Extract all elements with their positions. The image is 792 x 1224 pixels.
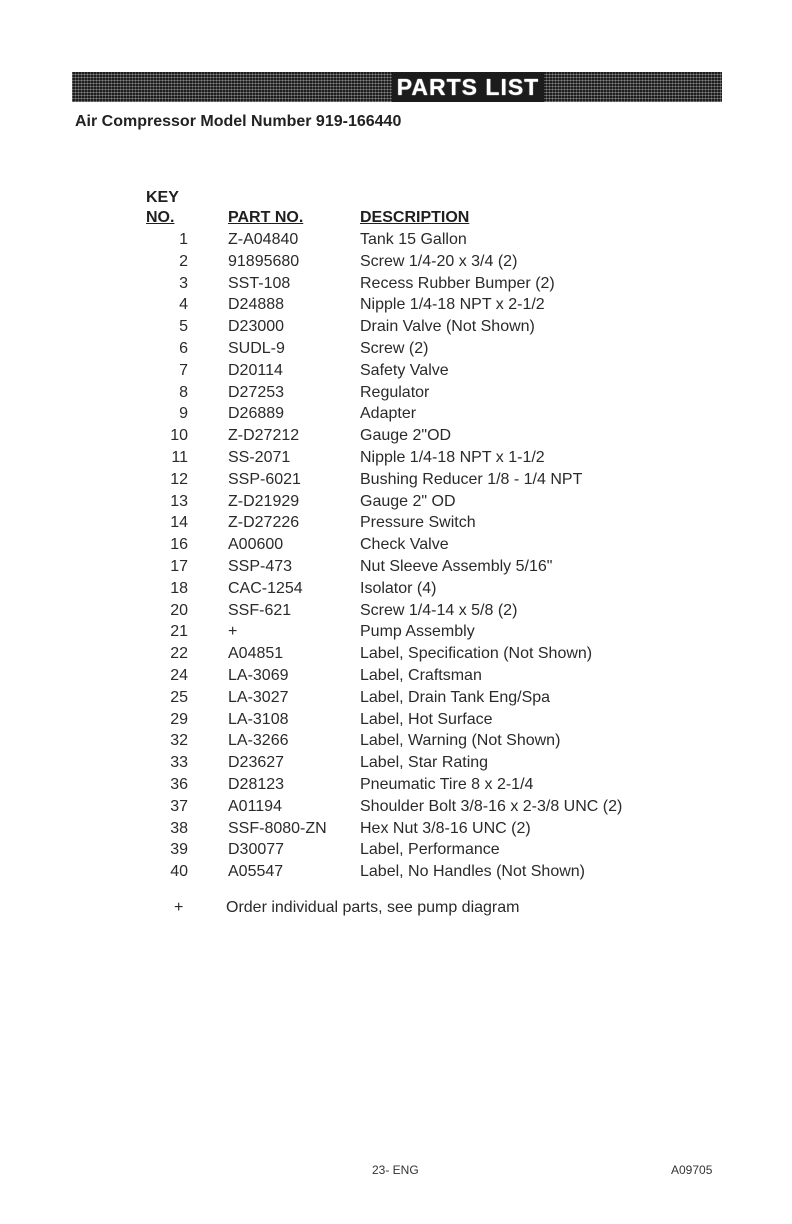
key-no-cell: 32: [170, 732, 188, 750]
part-no-cell: Z-D21929: [228, 492, 300, 510]
table-row: [146, 861, 706, 883]
table-row: [146, 273, 706, 295]
document-code: A09705: [671, 1163, 713, 1177]
key-no-cell: 6: [179, 339, 188, 357]
description-cell: Nipple 1/4-18 NPT x 2-1/2: [360, 296, 545, 314]
key-no-cell: 7: [179, 361, 188, 379]
table-row: [146, 796, 706, 818]
key-no-cell: 25: [170, 688, 188, 706]
table-row: [146, 534, 706, 556]
key-header-line1: KEY: [146, 189, 179, 206]
part-no-cell: D28123: [228, 775, 285, 793]
banner-title: PARTS LIST: [392, 72, 544, 102]
table-row: [146, 578, 706, 600]
part-no-cell: 91895680: [228, 252, 300, 270]
part-no-cell: A00600: [228, 536, 284, 554]
table-row: [146, 621, 706, 643]
table-row: [146, 425, 706, 447]
part-no-cell: D23627: [228, 754, 285, 772]
part-no-cell: SST-108: [228, 274, 291, 292]
key-no-cell: 38: [170, 819, 188, 837]
key-no-cell: 5: [179, 318, 188, 336]
key-header-line2: NO.: [146, 209, 175, 226]
part-no-cell: SUDL-9: [228, 339, 285, 357]
key-no-cell: 8: [179, 383, 188, 401]
part-no-cell: SSP-6021: [228, 470, 301, 488]
key-no-cell: 20: [170, 601, 188, 619]
description-cell: Pneumatic Tire 8 x 2-1/4: [360, 775, 534, 793]
part-no-cell: LA-3108: [228, 710, 289, 728]
table-row: [146, 447, 706, 469]
key-no-cell: 24: [170, 666, 188, 684]
key-no-cell: 29: [170, 710, 188, 728]
description-cell: Label, Drain Tank Eng/Spa: [360, 688, 551, 706]
table-row: [146, 403, 706, 425]
footnote-text: Order individual parts, see pump diagram: [226, 899, 520, 916]
key-no-cell: 17: [170, 557, 188, 575]
table-row: [146, 839, 706, 861]
table-row: [146, 730, 706, 752]
description-cell: Drain Valve (Not Shown): [360, 318, 535, 336]
table-row: [146, 665, 706, 687]
parts-table: [146, 229, 706, 883]
table-row: [146, 774, 706, 796]
description-cell: Screw 1/4-20 x 3/4 (2): [360, 252, 518, 270]
table-row: [146, 643, 706, 665]
part-no-cell: Z-A04840: [228, 231, 299, 248]
description-cell: Adapter: [360, 405, 417, 423]
table-row: [146, 469, 706, 491]
table-row: [146, 556, 706, 578]
table-row: [146, 709, 706, 731]
part-no-cell: D30077: [228, 841, 285, 859]
part-no-cell: Z-D27226: [228, 514, 300, 532]
part-no-cell: SSF-621: [228, 601, 292, 619]
table-row: [146, 512, 706, 534]
key-no-cell: 22: [170, 645, 188, 663]
description-cell: Safety Valve: [360, 361, 449, 379]
description-cell: Nipple 1/4-18 NPT x 1-1/2: [360, 448, 545, 466]
part-no-cell: SSP-473: [228, 557, 293, 575]
description-cell: Screw (2): [360, 339, 429, 357]
table-row: [146, 229, 706, 251]
description-cell: Hex Nut 3/8-16 UNC (2): [360, 819, 531, 837]
description-cell: Check Valve: [360, 536, 449, 554]
part-no-cell: D27253: [228, 383, 285, 401]
key-no-cell: 40: [170, 863, 188, 881]
table-row: [146, 251, 706, 273]
part-no-cell: LA-3027: [228, 688, 289, 706]
key-no-cell: 37: [170, 797, 188, 815]
description-cell: Nut Sleeve Assembly 5/16": [360, 557, 553, 575]
description-cell: Label, Star Rating: [360, 754, 489, 772]
table-row: [146, 360, 706, 382]
table-row: [146, 382, 706, 404]
part-no-cell: A04851: [228, 645, 284, 663]
part-no-cell: D23000: [228, 318, 285, 336]
description-cell: Label, Warning (Not Shown): [360, 732, 561, 750]
description-header: DESCRIPTION: [360, 209, 470, 226]
description-cell: Label, Craftsman: [360, 666, 482, 684]
table-row: [146, 316, 706, 338]
description-cell: Isolator (4): [360, 579, 437, 597]
description-cell: Label, Hot Surface: [360, 710, 493, 728]
table-row: [146, 752, 706, 774]
page-number: 23- ENG: [372, 1163, 419, 1177]
key-no-cell: 11: [171, 448, 188, 466]
table-row: [146, 491, 706, 513]
key-no-cell: 33: [170, 754, 188, 772]
table-row: [146, 338, 706, 360]
key-no-cell: 21: [170, 623, 188, 641]
key-no-cell: 16: [170, 536, 188, 554]
description-cell: Shoulder Bolt 3/8-16 x 2-3/8 UNC (2): [360, 797, 623, 815]
part-no-cell: Z-D27212: [228, 427, 300, 445]
part-no-cell: LA-3069: [228, 666, 289, 684]
key-no-cell: 39: [170, 841, 188, 859]
part-no-cell: D24888: [228, 296, 285, 314]
part-no-cell: CAC-1254: [228, 579, 303, 597]
part-no-cell: SS-2071: [228, 448, 291, 466]
description-cell: Label, Performance: [360, 841, 500, 859]
key-no-cell: 14: [170, 514, 188, 532]
description-cell: Pressure Switch: [360, 514, 476, 532]
table-row: [146, 600, 706, 622]
key-no-cell: 9: [179, 405, 188, 423]
description-cell: Bushing Reducer 1/8 - 1/4 NPT: [360, 470, 583, 488]
table-row: [146, 818, 706, 840]
description-cell: Label, No Handles (Not Shown): [360, 863, 586, 881]
part-no-cell: A05547: [228, 863, 284, 881]
key-no-cell: 13: [170, 492, 188, 510]
description-cell: Label, Specification (Not Shown): [360, 645, 593, 663]
description-cell: Screw 1/4-14 x 5/8 (2): [360, 601, 518, 619]
key-no-cell: 18: [170, 579, 188, 597]
description-cell: Gauge 2" OD: [360, 492, 456, 510]
key-no-cell: 3: [179, 274, 188, 292]
key-no-cell: 1: [179, 231, 188, 248]
key-no-cell: 4: [179, 296, 188, 314]
description-cell: Pump Assembly: [360, 623, 475, 641]
description-cell: Regulator: [360, 383, 430, 401]
model-heading: Air Compressor Model Number 919-166440: [75, 113, 402, 130]
part-no-cell: A01194: [228, 797, 282, 815]
part-no-cell: LA-3266: [228, 732, 289, 750]
key-no-cell: 10: [170, 427, 188, 445]
footnote-symbol: +: [174, 899, 184, 916]
part-no-header: PART NO.: [228, 209, 304, 226]
table-row: [146, 294, 706, 316]
description-cell: Recess Rubber Bumper (2): [360, 274, 555, 292]
parts-list-banner: [72, 72, 722, 102]
footnote: [174, 899, 519, 917]
table-row: [146, 687, 706, 709]
key-no-header: [146, 188, 179, 228]
description-cell: Tank 15 Gallon: [360, 231, 467, 248]
part-no-cell: +: [228, 623, 238, 641]
description-cell: Gauge 2"OD: [360, 427, 452, 445]
key-no-cell: 2: [179, 252, 188, 270]
part-no-cell: SSF-8080-ZN: [228, 819, 327, 837]
part-no-cell: D26889: [228, 405, 285, 423]
key-no-cell: 12: [170, 470, 188, 488]
part-no-cell: D20114: [228, 361, 283, 379]
key-no-cell: 36: [170, 775, 188, 793]
